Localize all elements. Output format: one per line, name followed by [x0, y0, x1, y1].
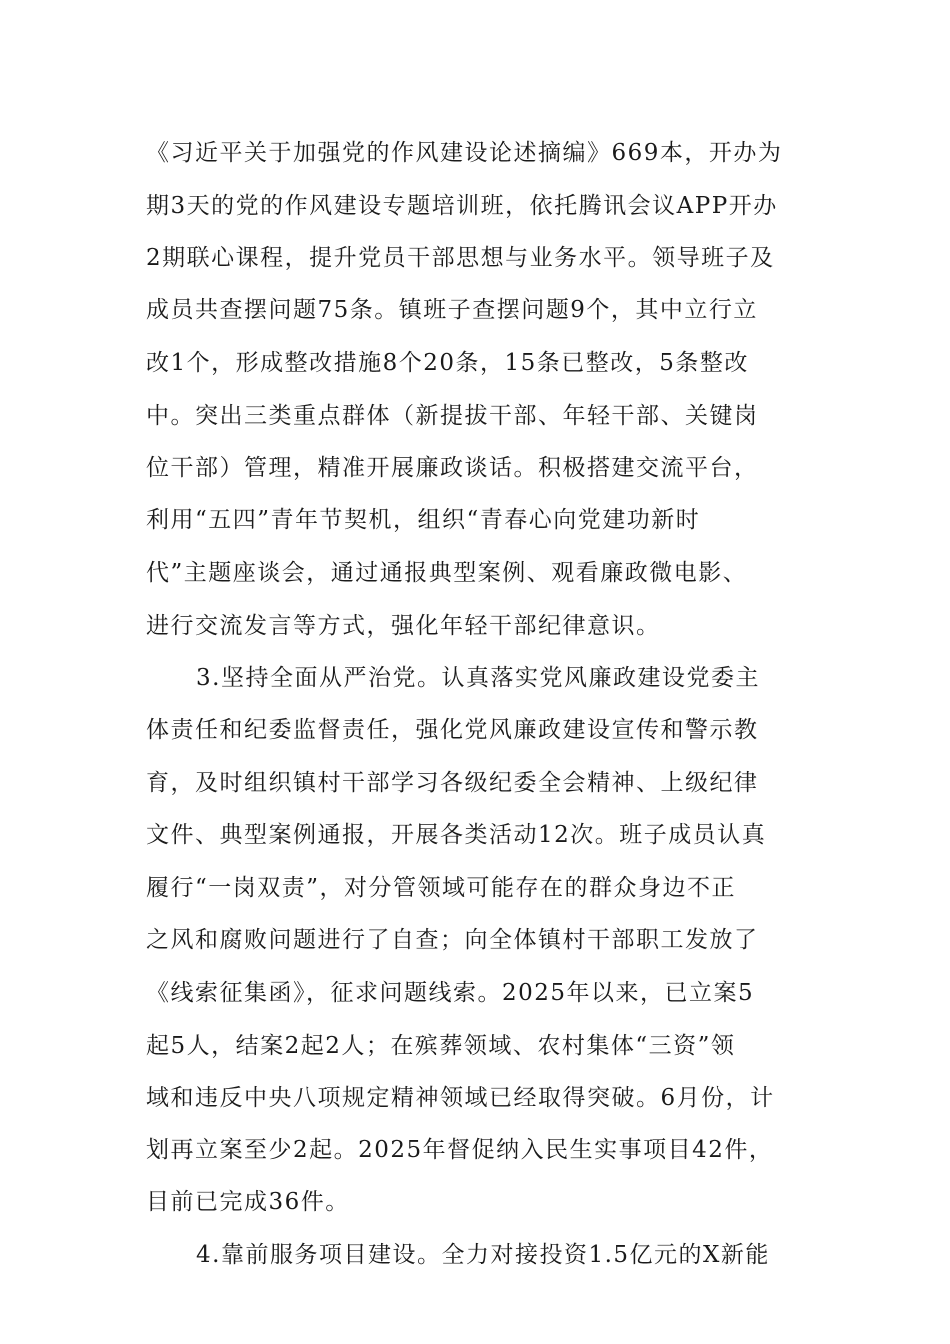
text-line: 之风和腐败问题进行了自查；向全体镇村干部职工发放了: [146, 927, 759, 953]
text-line: 起5人，结案2起2人；在殡葬领域、农村集体“三资”领: [146, 1033, 736, 1059]
text-line: 期3天的党的作风建设专题培训班，依托腾讯会议APP开办: [146, 193, 778, 219]
text-line: 体责任和纪委监督责任，强化党风廉政建设宣传和警示教: [146, 717, 759, 743]
text-line: 文件、典型案例通报，开展各类活动12次。班子成员认真: [146, 822, 767, 848]
text-line: 域和违反中央八项规定精神领域已经取得突破。6月份，计: [146, 1085, 775, 1111]
text-line: 《习近平关于加强党的作风建设论述摘编》669本，开办为: [146, 140, 783, 166]
text-line: 利用“五四”青年节契机，组织“青春心向党建功新时: [146, 507, 701, 533]
text-line: 履行“一岗双责”，对分管领域可能存在的群众身边不正: [146, 875, 737, 901]
text-line: 划再立案至少2起。2025年督促纳入民生实事项目42件，: [146, 1137, 774, 1163]
section-heading-line: 3.坚持全面从严治党。认真落实党风廉政建设党委主: [196, 665, 760, 691]
text-line: 位干部）管理，精准开展廉政谈话。积极搭建交流平台，: [146, 455, 759, 481]
text-line: 《线索征集函》，征求问题线索。2025年以来，已立案5: [146, 980, 755, 1006]
text-line: 成员共查摆问题75条。镇班子查摆问题9个，其中立行立: [146, 297, 758, 323]
text-line: 进行交流发言等方式，强化年轻干部纪律意识。: [146, 613, 661, 639]
text-line: 2期联心课程，提升党员干部思想与业务水平。领导班子及: [146, 245, 775, 271]
text-line: 中。突出三类重点群体（新提拔干部、年轻干部、关键岗: [146, 403, 759, 429]
section-heading-line: 4.靠前服务项目建设。全力对接投资1.5亿元的X新能: [196, 1242, 770, 1268]
text-line: 目前已完成36件。: [146, 1189, 350, 1215]
text-line: 改1个，形成整改措施8个20条，15条已整改，5条整改: [146, 350, 749, 376]
text-line: 育，及时组织镇村干部学习各级纪委全会精神、上级纪律: [146, 770, 759, 796]
text-line: 代”主题座谈会，通过通报典型案例、观看廉政微电影、: [146, 560, 748, 586]
